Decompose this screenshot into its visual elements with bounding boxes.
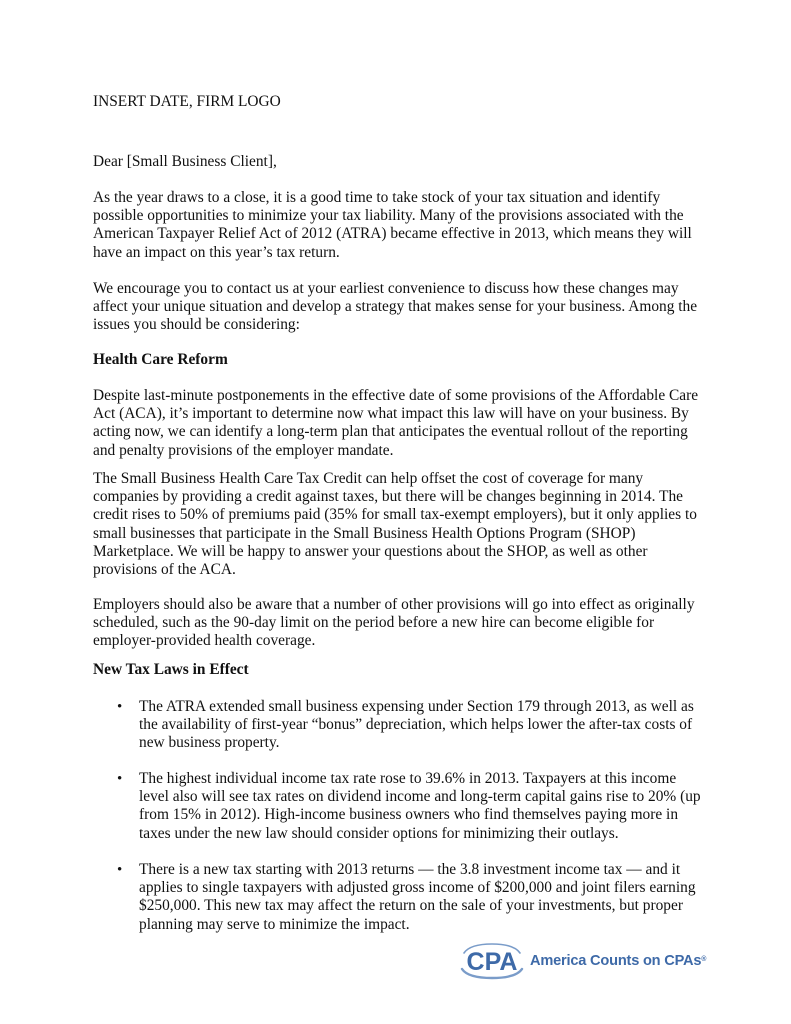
bullet-icon: • [117, 699, 123, 715]
greeting: Dear [Small Business Client], [93, 153, 277, 170]
section-heading-new-tax-laws: New Tax Laws in Effect [93, 661, 249, 678]
bullet-icon: • [117, 862, 123, 878]
logo-tagline-text: America Counts on CPAs [530, 953, 702, 969]
header-placeholder: INSERT DATE, FIRM LOGO [93, 93, 281, 110]
bullet-text: The highest individual income tax rate rose to 39.6% in 2013. Taxpayers at this income level also will see tax rates on dividend income and long-term capital gains rise to 20% (up from 15% in 2012). High-income business owners who find themselves paying more in taxes under the new law should consider options for minimizing their outlays. [139, 770, 701, 842]
intro-paragraph-1: As the year draws to a close, it is a good time to take stock of your tax situation and identify possible opportunities to minimize your tax liability. Many of the provisions associated with the American Taxpayer Relief Act of 2012 (ATRA) became effective in 2013, which means they will have an impact on this year’s tax return. [93, 189, 692, 261]
cpa-logo [458, 942, 707, 982]
section-heading-health-care: Health Care Reform [93, 351, 228, 368]
registered-mark: ® [701, 956, 707, 963]
health-paragraph-1: Despite last-minute postponements in the effective date of some provisions of the Affordable Care Act (ACA), it’s important to determine now what impact this law will have on your business. By acting now, we can identify a long-term plan that anticipates the eventual rollout of the reporting and penalty provisions of the employer mandate. [93, 387, 699, 459]
health-paragraph-2: The Small Business Health Care Tax Credit can help offset the cost of coverage for many companies by providing a credit against taxes, but there will be changes beginning in 2014. The credit rises to 50% of premiums paid (35% for small tax-exempt employers), but it only applies to small businesses that participate in the Small Business Health Options Program (SHOP) Marketplace. We will be happy to answer your questions about the SHOP, as well as other provisions of the ACA. [93, 470, 697, 579]
intro-paragraph-2: We encourage you to contact us at your earliest convenience to discuss how these changes may affect your unique situation and develop a strategy that makes sense for your business. Among the issues you should be considering: [93, 280, 698, 334]
cpa-logo-icon [458, 942, 526, 980]
logo-mark-text: CPA [466, 948, 518, 976]
health-paragraph-3: Employers should also be aware that a number of other provisions will go into effect as originally scheduled, such as the 90-day limit on the period before a new hire can become eligible for employer-provided health coverage. [93, 596, 695, 650]
bullet-icon: • [117, 771, 123, 787]
bullet-text: The ATRA extended small business expensing under Section 179 through 2013, as well as the availability of first-year “bonus” depreciation, which helps lower the after-tax costs of new business property. [139, 698, 694, 752]
logo-tagline [530, 952, 706, 970]
bullet-text: There is a new tax starting with 2013 returns — the 3.8 investment income tax — and it applies to single taxpayers with adjusted gross income of $200,000 and joint filers earning $250,000. This new tax may affect the return on the sale of your investments, but proper planning may serve to minimize the impact. [139, 861, 696, 933]
